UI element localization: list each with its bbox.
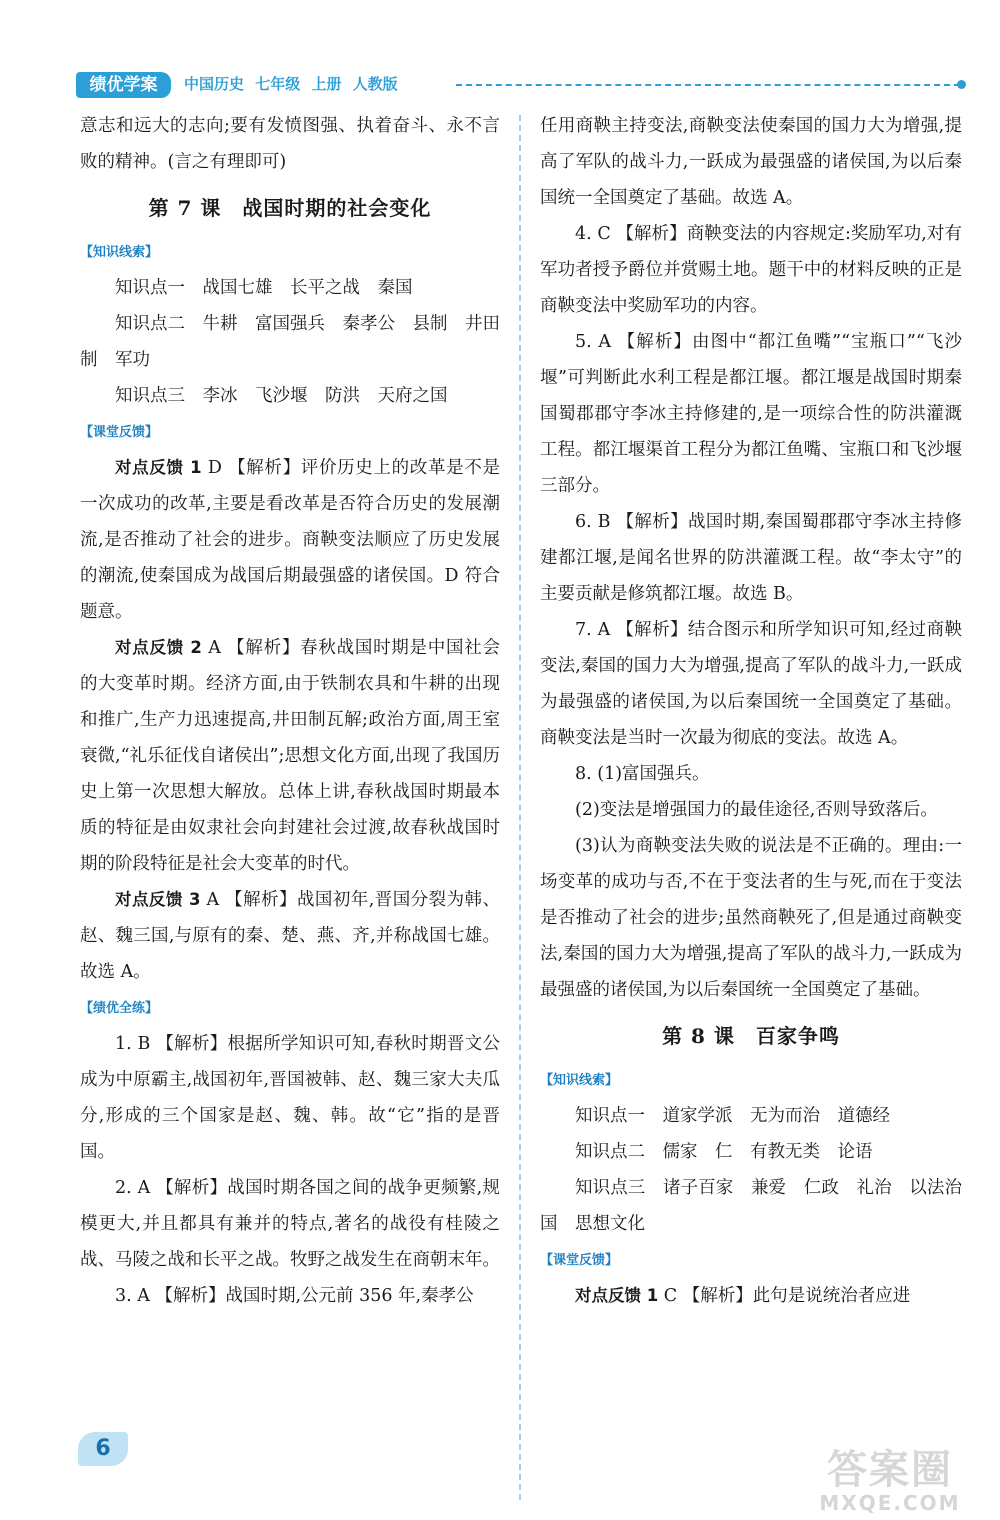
feedback-1b-text: C 【解析】此句是说统治者应进 [658, 1286, 911, 1306]
answer-6: 6. B 【解析】战国时期,秦国蜀郡郡守李冰主持修建都江堰,是闻名世界的防洪灌溉工程。故“李太守”的主要贡献是修筑都江堰。故选 B。 [540, 512, 962, 604]
intro-text: 意志和远大的志向;要有发愤图强、执着奋斗、永不言败的精神。(言之有理即可) [80, 116, 500, 172]
tag-feedback: 【课堂反馈】 [80, 425, 159, 440]
answer-1: 1. B 【解析】根据所学知识可知,春秋时期晋文公成为中原霸主,战国初年,晋国被韩、赵、魏三家大夫瓜分,形成的三个国家是赵、魏、韩。故“它”指的是晋国。 [80, 1034, 500, 1162]
page-header [76, 70, 966, 102]
feedback-3-text: A 【解析】战国初年,晋国分裂为韩、赵、魏三国,与原有的秦、楚、燕、齐,并称战国七雄。故选 A。 [80, 890, 500, 982]
feedback-2 [80, 630, 500, 882]
tag-feedback-2: 【课堂反馈】 [540, 1253, 619, 1268]
knowledge-point-1: 知识点一 战国七雄 长平之战 秦国 [115, 278, 413, 298]
lesson8-title: 第 8 课 百家争鸣 [662, 1024, 840, 1048]
tag-practice: 【绩优全练】 [80, 1001, 159, 1016]
column-divider [519, 115, 521, 1500]
answer-7: 7. A 【解析】结合图示和所学知识可知,经过商鞅变法,秦国的国力大为增强,提高了军队的战斗力,一跃成为最强盛的诸侯国,为以后秦国统一全国奠定了基础。商鞅变法是当时一次最为彻底的变法。故选 A。 [540, 620, 962, 748]
feedback-2-label: 对点反馈 2 [115, 638, 202, 657]
feedback-1 [80, 450, 500, 630]
feedback-2-text: A 【解析】春秋战国时期是中国社会的大变革时期。经济方面,由于铁制农具和牛耕的出现和推广,生产力迅速提高,井田制瓦解;政治方面,周王室衰微,“礼乐征伐自诸侯出”;思想文化方面,出现了我国历史上第一次思想大解放。总体上讲,春秋战国时期最本质的特征是由奴隶社会向封建社会过渡,故春秋战国时期的阶段特征是社会大变革的时代。 [80, 638, 500, 874]
page-number: 6 [78, 1432, 128, 1466]
knowledge-point-1b: 知识点一 道家学派 无为而治 道德经 [575, 1106, 890, 1126]
answer-5: 5. A 【解析】由图中“都江鱼嘴”“宝瓶口”“飞沙堰”可判断此水利工程是都江堰。都江堰是战国时期秦国蜀郡郡守李冰主持修建的,是一项综合性的防洪灌溉工程。都江堰渠首工程分为都江鱼嘴、宝瓶口和飞沙堰三部分。 [540, 332, 962, 496]
answer-4: 4. C 【解析】商鞅变法的内容规定:奖励军功,对有军功者授予爵位并赏赐土地。题干中的材料反映的正是商鞅变法中奖励军功的内容。 [540, 224, 962, 316]
knowledge-point-3b: 知识点三 诸子百家 兼爱 仁政 礼治 以法治国 思想文化 [540, 1178, 962, 1234]
answer-8-part-3: (3)认为商鞅变法失败的说法是不正确的。理由:一场变革的成功与否,不在于变法者的生与死,而在于变法是否推动了社会的进步;虽然商鞅死了,但是通过商鞅变法,秦国的国力大为增强,提高了军队的战斗力,一跃成为最强盛的诸侯国,为以后秦国统一全国奠定了基础。 [540, 836, 962, 1000]
header-dashed-rule [456, 84, 960, 86]
feedback-1-text: D 【解析】评价历史上的改革是不是一次成功的改革,主要是看改革是否符合历史的发展潮流,是否推动了社会的进步。商鞅变法顺应了历史发展的潮流,使秦国成为战国后期最强盛的诸侯国。D 符合题意。 [80, 458, 500, 622]
answer-3-continued: 任用商鞅主持变法,商鞅变法使秦国的国力大为增强,提高了军队的战斗力,一跃成为最强盛的诸侯国,为以后秦国统一全国奠定了基础。故选 A。 [540, 116, 962, 208]
knowledge-point-3: 知识点三 李冰 飞沙堰 防洪 天府之国 [115, 386, 448, 406]
knowledge-point-2: 知识点二 牛耕 富国强兵 秦孝公 县制 井田制 军功 [80, 314, 500, 370]
answer-2: 2. A 【解析】战国时期各国之间的战争更频繁,规模更大,并且都具有兼并的特点,著名的战役有桂陵之战、马陵之战和长平之战。牧野之战发生在商朝末年。 [80, 1178, 500, 1270]
header-dot-icon [957, 80, 966, 89]
answer-3: 3. A 【解析】战国时期,公元前 356 年,秦孝公 [115, 1286, 474, 1306]
lesson7-title: 第 7 课 战国时期的社会变化 [148, 196, 432, 220]
left-column [80, 108, 500, 1314]
tag-knowledge-2: 【知识线索】 [540, 1073, 619, 1088]
feedback-3-label: 对点反馈 3 [115, 890, 201, 909]
answer-8-part-1: 8. (1)富国强兵。 [575, 764, 710, 784]
answer-8-part-2: (2)变法是增强国力的最佳途径,否则导致落后。 [575, 800, 938, 820]
feedback-1b [540, 1278, 962, 1314]
feedback-1b-label: 对点反馈 1 [575, 1286, 659, 1305]
knowledge-point-2b: 知识点二 儒家 仁 有教无类 论语 [575, 1142, 873, 1162]
feedback-3 [80, 882, 500, 990]
watermark [800, 1448, 980, 1518]
brand-tab: 绩优学案 [76, 72, 171, 98]
tag-knowledge: 【知识线索】 [80, 245, 159, 260]
header-info: 中国历史 七年级 上册 人教版 [184, 75, 398, 93]
watermark-main: 答案圈 [827, 1447, 953, 1493]
watermark-sub: MXQE.COM [819, 1491, 961, 1515]
feedback-1-label: 对点反馈 1 [115, 458, 202, 477]
right-column [540, 108, 962, 1314]
